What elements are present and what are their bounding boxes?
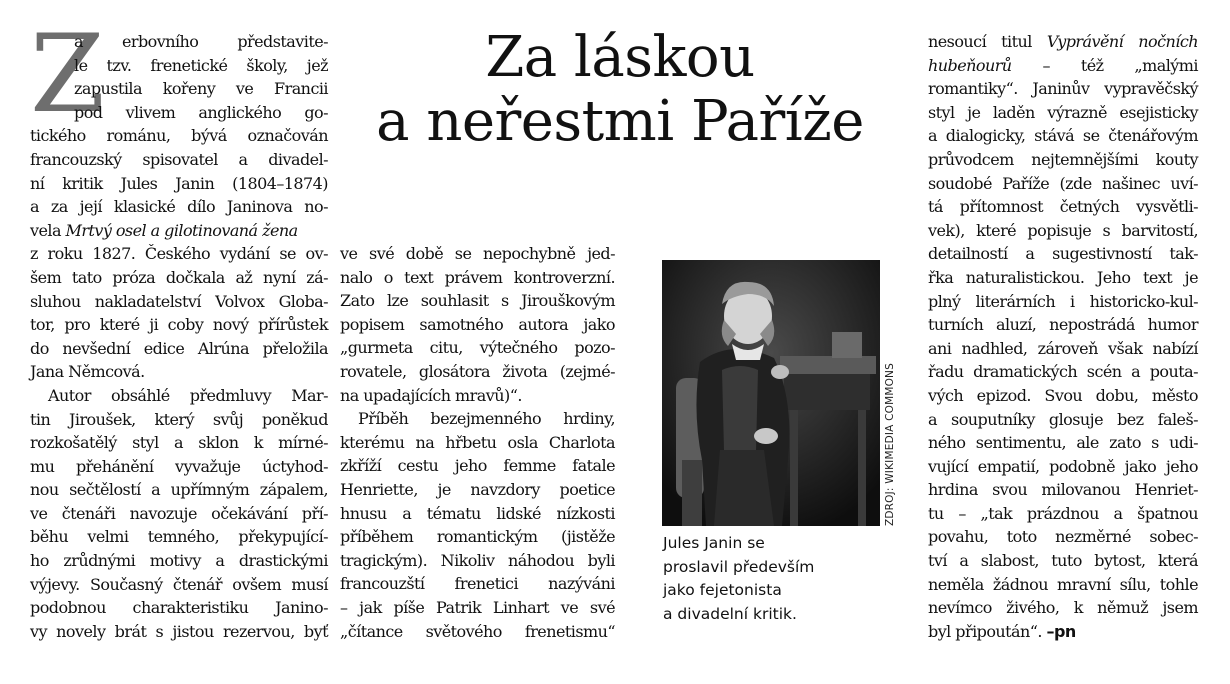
text-line: ve čtenáři navozuje očekávání pří- bbox=[30, 503, 328, 523]
book-title: Mrtvý osel a gilotinovaná žena bbox=[65, 220, 298, 240]
text-line-final: byl připoután“. –pn bbox=[928, 621, 1076, 641]
text-line: Henriette, je navzdory poetice bbox=[340, 479, 615, 499]
text-line: do nevšední edice Alrúna přeložila bbox=[30, 338, 328, 358]
text-line: tví a slabost, tuto bytost, která bbox=[928, 551, 1198, 571]
text-line: ho zrůdnými motivy a drastickými bbox=[30, 551, 328, 571]
portrait-illustration bbox=[662, 260, 880, 526]
caption-line: jako fejetonista bbox=[663, 581, 782, 600]
text-line: tin Jiroušek, který svůj poněkud bbox=[30, 409, 328, 429]
book-title: Vyprávění nočních bbox=[1046, 32, 1198, 51]
text-line: nou sečtělostí a upřímným zápalem, bbox=[30, 480, 328, 500]
text-line: ve své době se nepochybně jed- bbox=[340, 244, 615, 263]
text-line: francouzští frenetici nazýváni bbox=[340, 574, 615, 594]
photo-credit: ZDROJ: WIKIMEDIA COMMONS bbox=[884, 363, 896, 526]
text-line: zapustila kořeny ve Francii bbox=[74, 79, 328, 99]
text-line: le tzv. frenetické školy, jež bbox=[74, 55, 328, 75]
text-line: tragickým). Nikoliv náhodou byli bbox=[340, 550, 615, 570]
text-line: plný literárních i historicko-kul- bbox=[928, 291, 1198, 311]
caption-line: proslavil především bbox=[663, 557, 815, 576]
text-line: „gurmeta citu, výtečného pozo- bbox=[340, 338, 615, 358]
text-line-with-title: vela Mrtvý osel a gilotinovaná žena bbox=[30, 220, 298, 240]
text-line: průvodcem nejtemnějšími kouty bbox=[928, 149, 1198, 169]
text-line: příběhem romantickým (jistěže bbox=[340, 527, 615, 547]
text-line: rozkošatělý styl a sklon k mírné- bbox=[30, 433, 328, 453]
text-line: soudobé Paříže (zde našinec uví- bbox=[928, 173, 1198, 193]
text-line: a za její klasické dílo Janinova no- bbox=[30, 197, 328, 217]
text-line: podobnou charakteristiku Janino- bbox=[30, 598, 328, 618]
text-line: z roku 1827. Českého vydání se ov- bbox=[30, 244, 328, 264]
text-line: ani nadhled, zároveň však nabízí bbox=[928, 338, 1198, 358]
text-line: a dialogicky, stává se čtenářovým bbox=[928, 126, 1198, 146]
article-headline bbox=[340, 26, 900, 154]
text-line: šem tato próza dočkala až nyní zá- bbox=[30, 267, 328, 287]
photo-caption bbox=[663, 532, 883, 626]
headline-line: Za láskou bbox=[485, 25, 755, 90]
text-line: neměla žádnou mravní sílu, tohle bbox=[928, 574, 1198, 594]
text-line: kterému na hřbetu osla Charlota bbox=[340, 432, 615, 452]
text-line: – jak píše Patrik Linhart ve své bbox=[340, 597, 615, 617]
text-line: francouzský spisovatel a divadel- bbox=[30, 149, 328, 169]
text-line: a souputníky glosuje bez faleš- bbox=[928, 409, 1198, 429]
text-line: popisem samotného autora jako bbox=[340, 314, 615, 334]
text-line: nevímco živého, k němuž jsem bbox=[928, 598, 1198, 618]
drop-cap: Z bbox=[30, 12, 106, 137]
text-line: romantiky“. Janinův vypravěčský bbox=[928, 79, 1198, 99]
text-line: styl je laděn výrazně esejisticky bbox=[928, 102, 1198, 122]
text-line: tu – „tak prázdnou a špatnou bbox=[928, 503, 1198, 523]
caption-line: a divadelní kritik. bbox=[663, 604, 797, 623]
text-line: vek), které popisuje s barvitostí, bbox=[928, 220, 1198, 240]
text-line: tor, pro které ji coby nový přírůstek bbox=[30, 315, 328, 335]
text-line-with-title: nesoucí titul Vyprávění nočních bbox=[928, 32, 1198, 51]
text-line: turních aluzí, nepostrádá humor bbox=[928, 315, 1198, 335]
text-line: nalo o text právem kontroverzní. bbox=[340, 267, 615, 287]
text-line: tá přítomnost četných vysvětli- bbox=[928, 197, 1198, 217]
article-column-2 bbox=[340, 242, 615, 643]
text-line: na upadajících mravů)“. bbox=[340, 385, 522, 405]
text-line: řadu dramatických scén a pouta- bbox=[928, 362, 1198, 382]
text-line: povahu, toto nezměrné sobec- bbox=[928, 527, 1198, 547]
text-line: Zato lze souhlasit s Jirouškovým bbox=[340, 291, 615, 311]
text-line: běhu velmi temného, překypující- bbox=[30, 527, 328, 547]
text-line: ní kritik Jules Janin (1804–1874) bbox=[30, 173, 328, 193]
text-line: zkříží cestu jeho femme fatale bbox=[340, 456, 615, 476]
text-line: „čítance světového frenetismu“ bbox=[340, 621, 615, 641]
text-line: tického románu, bývá označován bbox=[30, 126, 328, 146]
text-line: vy novely brát s jistou rezervou, byť bbox=[30, 621, 328, 641]
text-line: a erbovního představite- bbox=[74, 32, 328, 51]
text-line: ného sentimentu, ale zato s udi- bbox=[928, 433, 1198, 453]
text-line: Jana Němcová. bbox=[30, 362, 145, 382]
text-line: mu přehánění vyvažuje úctyhod- bbox=[30, 456, 328, 476]
text-line: vující empatií, podobně jako jeho bbox=[928, 456, 1198, 476]
text-line: hnusu a tématu lidské nízkosti bbox=[340, 503, 615, 523]
text-line-with-title: hubeňourů – též „malými bbox=[928, 55, 1198, 75]
text-line: Příběh bezejmenného hrdiny, bbox=[358, 409, 615, 429]
article-column-3 bbox=[928, 30, 1198, 643]
text-line: detailností a sugestivností tak- bbox=[928, 244, 1198, 264]
text-line: vých epizod. Svou dobu, město bbox=[928, 385, 1198, 405]
text-line: sluhou nakladatelství Volvox Globa- bbox=[30, 291, 328, 311]
book-title: hubeňourů bbox=[928, 55, 1012, 75]
text-line: hrdina svou milovanou Henriet- bbox=[928, 480, 1198, 500]
article-column-1 bbox=[30, 30, 328, 643]
author-signature: –pn bbox=[1046, 621, 1076, 641]
headline-line: a neřestmi Paříže bbox=[376, 89, 864, 154]
caption-line: Jules Janin se bbox=[663, 534, 765, 552]
text-line: výjevy. Současný čtenář ovšem musí bbox=[30, 574, 328, 594]
text-line: řka naturalistickou. Jeho text je bbox=[928, 267, 1198, 287]
text-line: pod vlivem anglického go- bbox=[74, 102, 328, 122]
text-line: Autor obsáhlé předmluvy Mar- bbox=[48, 385, 328, 405]
text-line: rovatele, glosátora života (zejmé- bbox=[340, 361, 615, 381]
portrait-photo bbox=[662, 260, 880, 526]
